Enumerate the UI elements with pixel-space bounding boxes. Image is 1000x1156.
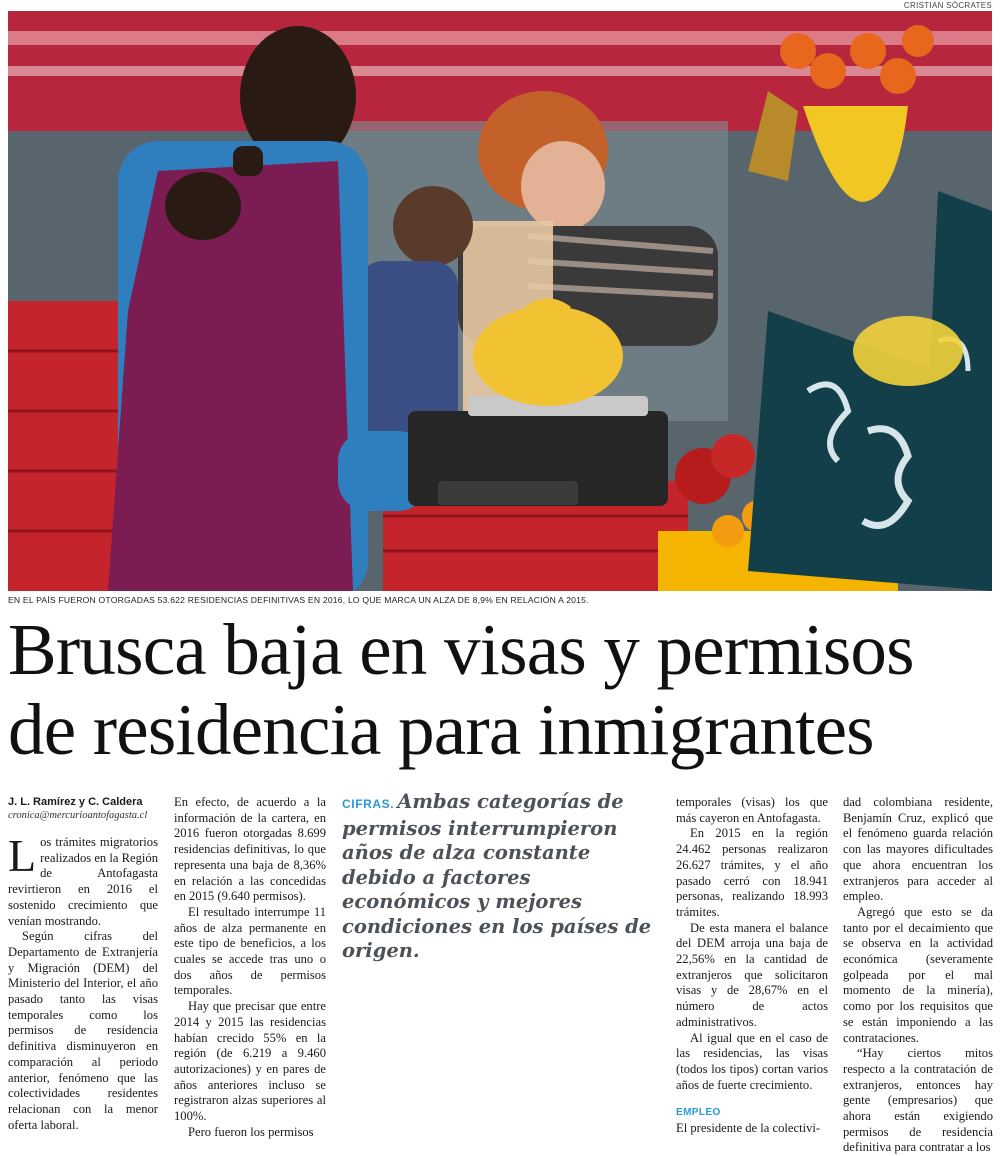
paragraph: Agregó que esto se da tanto por el decaimiento que se observa en la actividad económica (severamente golpeada por el mal momento de la minería), como por los requisitos que se están imponiendo a las contrataciones. [843,904,993,1045]
paragraph: De esta manera el balance del DEM arroja una baja de 22,56% en la cantidad de extranjeros que solicitaron visas y de 28,67% en el número de actos administrativos. [676,920,828,1029]
paragraph: El resultado interrumpe 11 años de alza permanente en este tipo de beneficios, a los cuales se accede tras uno o dos años de permisos temporales. [174,904,326,998]
paragraph: Al igual que en el caso de las residencias, las visas (todos los tipos) cortan varios años de fuerte crecimiento. [676,1030,828,1092]
lead-paragraph [8,830,158,929]
article-column-1 [8,795,158,1133]
article-column-5 [843,795,993,1156]
subhead-empleo: EMPLEO [676,1107,721,1119]
article-column-4 [676,795,828,1137]
pull-quote-label: CIFRAS. [342,797,395,811]
pull-quote [342,790,664,964]
headline [8,610,992,770]
pull-quote-text: Ambas categorías de permisos interrumpieron años de alza constante debido a factores económicos y mejores condiciones en los países de origen. [342,790,652,962]
paragraph: temporales (visas) los que más cayeron en Antofagasta. [676,795,828,825]
paragraph: Hay que precisar que entre 2014 y 2015 las residencias habían crecido 55% en la región (de 6.219 a 9.460 autorizaciones) y en pares de años anteriores incluso se registraron alzas superiores al 100%. [174,999,326,1124]
byline: J. L. Ramírez y C. Caldera [8,796,143,808]
paragraph: En efecto, de acuerdo a la información de la cartera, en 2016 fueron otorgadas 8.699 residencias definitivas, lo que representa una baja de 8,36% en relación a las concedidas en 2015 (9.640 permisos). [174,795,326,904]
article-column-2 [174,795,326,1140]
paragraph: dad colombiana residente, Benjamín Cruz, explicó que el fenómeno guarda relación con las mayores dificultades que ahora encuentran los extranjeros para acceder al empleo. [843,795,993,904]
paragraph: Pero fueron los permisos [188,1124,314,1139]
paragraph: Según cifras del Departamento de Extranjería y Migración (DEM) del Ministerio del Interior, el año pasado tanto las visas temporales como los permisos de residencia definitiva disminuyeron en comparación al periodo anterior, fenómeno que las colectividades residentes relacionan con la menor oferta laboral. [8,929,158,1132]
headline-line-2: de residencia para inmigrantes [8,689,874,770]
author-email: cronica@mercurioantofagasta.cl [8,810,148,821]
market-photo [8,11,992,591]
headline-line-1: Brusca baja en visas y permisos [8,609,914,690]
paragraph: En 2015 en la región 24.462 personas realizaron 26.627 trámites, y el año pasado cerró con 18.941 personas, realizando 18.993 trámites. [676,826,828,919]
market-photo-illustration [8,11,992,591]
paragraph: “Hay ciertos mitos respecto a la contratación de extranjeros, entonces hay gente (empresarios) que ahora están exigiendo permisos de residencia definitiva para contratar a los [843,1046,993,1155]
drop-cap: L [8,830,37,881]
photo-credit: CRISTIAN SÓCRATES [903,1,992,10]
photo-caption: EN EL PAÍS FUERON OTORGADAS 53.622 RESIDENCIAS DEFINITIVAS EN 2016, LO QUE MARCA UN ALZA DE 8,9% EN RELACIÓN A 2015. [8,595,589,605]
paragraph: El presidente de la colectivi- [676,1121,821,1136]
lead-text: os trámites migratorios realizados en la Región de Antofagasta revirtieron en 2016 el sostenido crecimiento que venían mostrando. [8,835,158,928]
